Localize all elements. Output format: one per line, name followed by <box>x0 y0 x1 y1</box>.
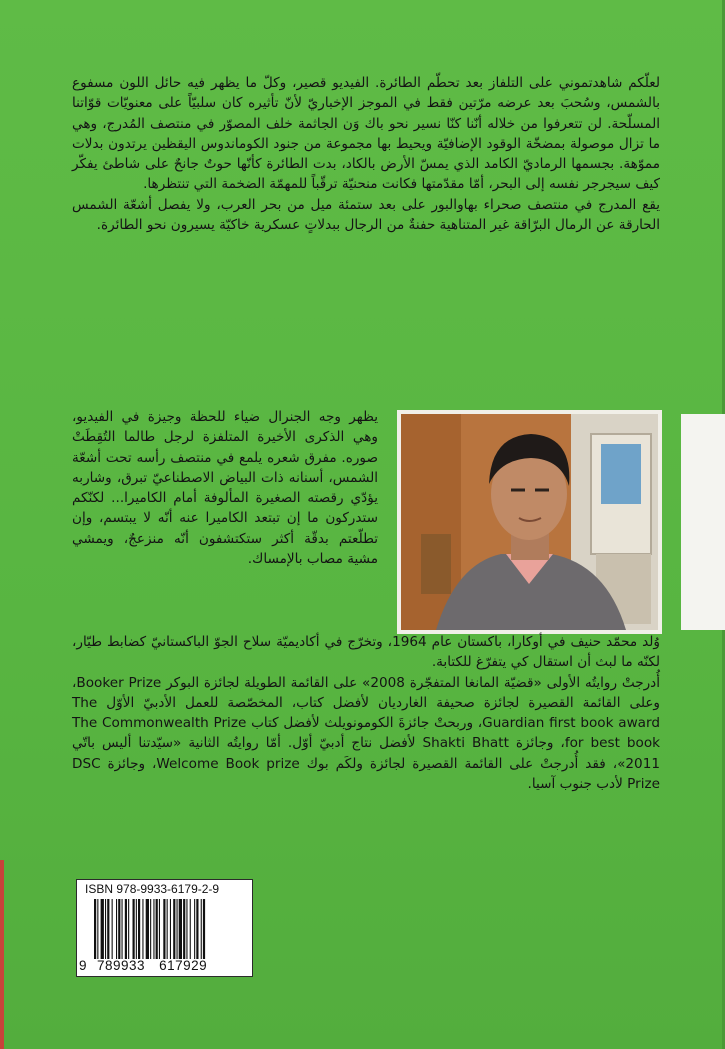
barcode-digits <box>79 958 249 973</box>
barcode-bar <box>94 899 96 959</box>
barcode-bar <box>146 899 149 959</box>
barcode-bar <box>112 899 113 959</box>
author-bio <box>72 632 660 794</box>
isbn-barcode <box>76 879 253 977</box>
barcode-bar <box>150 899 151 959</box>
barcode-bar <box>133 899 135 959</box>
barcode-bar <box>196 899 198 959</box>
barcode-digit-first: 9 <box>79 958 88 973</box>
barcode-bar <box>97 899 98 959</box>
barcode-bar <box>159 899 160 959</box>
barcode-bar <box>203 899 205 959</box>
barcode-bar <box>194 899 195 959</box>
isbn-label: ISBN 978-9933-6179-2-9 <box>85 882 220 896</box>
bio-paragraph-2: أُدرجتْ روايتُه الأولى «قضيّة المانغا المتفجّرة 2008» على القائمة الطويلة لجائزة البوكر Booker Prize، وعلى القائمة القصيرة لجائزة صحيفة الغارديان لأفضل كتاب، المخصّصة للعمل الأدبيّ الأوّل The Guardian first book award، وربحتْ جائزةَ الكومونويلث لأفضل كتاب The Commonwealth Prize for best book، وجائزة Shakti Bhatt لأفضل نتاج أدبيّ أوّل. أمّا روايتُه الثانية «سيّدتنا أليس باتّي 2011»، فقد أُدرجتْ على القائمة القصيرة لجائزة ولكَم بوك Welcome Book prize، وجائزة DSC Prize لأدب جنوب آسيا. <box>72 674 661 793</box>
barcode-bar <box>101 899 104 959</box>
barcode-digit-group-1: 789933 <box>97 958 146 973</box>
barcode-bar <box>190 899 191 959</box>
barcode-bar <box>186 899 187 959</box>
barcode-bar <box>118 899 120 959</box>
spine-red-edge <box>0 860 4 1049</box>
author-portrait-illustration <box>401 414 658 630</box>
excerpt-paragraph-1: لعلّكم شاهدتموني على التلفاز بعد تحطّم الطائرة. الفيديو قصير، وكلّ ما يظهر فيه حائل اللون مسفوع بالشمس، وسُحبَ بعد عرضه مرّتين فقط في الموجز الإخباريّ لأنّ تأثيره كان سلبيّاً على معنويّات قوّاتنا المسلّحة. لن تتعرفوا من خلاله أنّنا كنّا نسير نحو باك وَن الجاثمة خلف المصوّر في منتصف المُدرج، وهي ما تزال موصولة بمضخّة الوقود الإضافيّة ويحيط بها مجموعة من جنود الكوماندوس اليقظين يرتدون بدلات مموّهة. بجسمها الرماديّ الكامد الذي يمسّ الأرض بالكاد، بدت الطائرة كأنّها حوتٌ جانحٌ على شاطئ يفكّر كيف سيجرجر نفسه إلى البحر، أمّا مقدّمتها فكانت منحنيّة ترقّباً للمهمّة الضخمة التي تنتظرها. <box>72 75 660 193</box>
barcode-bar <box>142 899 143 959</box>
barcode-bar <box>170 899 171 959</box>
excerpt-paragraph-2: يقع المدرج في منتصف صحراء بهاوالبور على بعد ستمئة ميل من بحر العرب، ولا يفصل أشعّة الشمس الحارقة عن الرمال البرّاقة غير المتناهية حفنةٌ من الرجال ببدلاتٍ عسكرية خاكيّة يسيرون نحو الطائرة. <box>72 196 660 234</box>
barcode-bar <box>167 899 168 959</box>
barcode-bar <box>138 899 140 959</box>
barcode-bar <box>156 899 158 959</box>
barcode-bar <box>153 899 154 959</box>
barcode-bar <box>201 899 202 959</box>
barcode-bar <box>128 899 129 959</box>
barcode-bar <box>163 899 165 959</box>
bio-paragraph-1: وُلد محمّد حنيف في أوكارا، باكستان عام 1964، وتخرّج في أكاديميّة سلاح الجوّ الباكستانيّ كضابط طيّار، لكنّه ما لبث أن استقال كي يتفرّغ للكتابة. <box>72 634 660 671</box>
barcode-digit-group-2: 617929 <box>159 958 208 973</box>
author-photo <box>397 410 662 634</box>
white-flap-tab <box>681 414 725 630</box>
barcode-bar <box>116 899 117 959</box>
barcode-bar <box>177 899 178 959</box>
barcode-bar <box>107 899 109 959</box>
barcode-bar <box>183 899 185 959</box>
barcode-bar <box>105 899 106 959</box>
excerpt-side-paragraph: يظهر وجه الجنرال ضياء للحظة وجيزة في الفيديو، وهي الذكرى الأخيرة المتلفزة لرجل طالما التُقِطَتْ صوره. مفرق شعره يلمع في منتصف رأسه تحت أشعّة الشمس، أسنانه ذات البياض الاصطناعيّ تبرق، وشاربه يؤدّي رقصته الصغيرة المألوفة أمام الكاميرا... لكنّكم ستدركون ما إن تبتعد الكاميرا عنه أنّه لا يبتسم، وإن تطلّعتم بدقّة أكثر ستكتشفون أنّه منزعجٌ، ويمشي مشية مصاب بالإمساك. <box>72 409 378 568</box>
barcode-bar <box>179 899 182 959</box>
barcode-bar <box>173 899 175 959</box>
barcode-bar <box>136 899 137 959</box>
barcode-bars <box>94 899 244 959</box>
barcode-bar <box>125 899 127 959</box>
excerpt-block <box>72 73 660 235</box>
barcode-bar <box>122 899 123 959</box>
